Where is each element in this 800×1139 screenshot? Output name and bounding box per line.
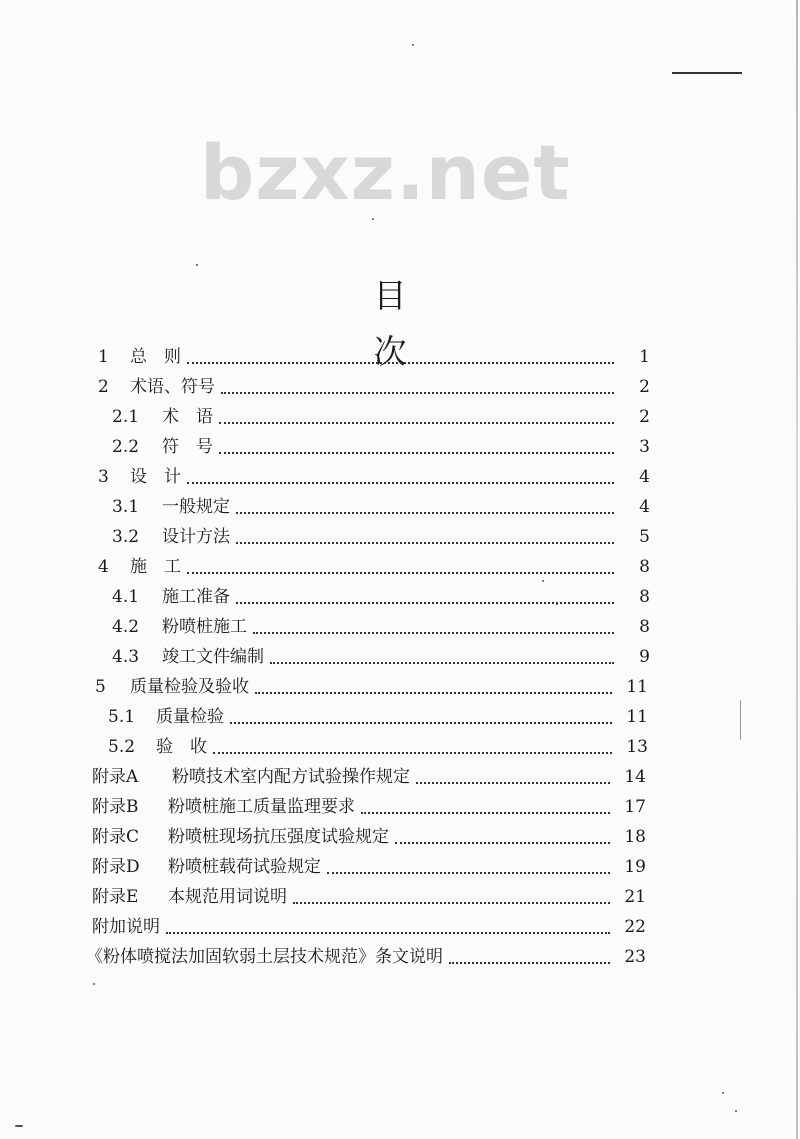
toc-entry <box>0 852 646 882</box>
toc-entry <box>0 792 646 822</box>
leader-dots <box>255 690 612 694</box>
toc-entry-page: 2 <box>639 377 650 397</box>
toc-entry <box>0 372 650 402</box>
toc-entry <box>0 402 650 432</box>
toc-entry-label: 符 号 <box>162 437 213 457</box>
toc-entry-page: 23 <box>624 947 646 967</box>
toc-entry-number: 3.1 <box>112 497 140 517</box>
toc-entry-page: 9 <box>639 647 650 667</box>
toc-entry-page: 8 <box>639 557 650 577</box>
toc-entry-label: 竣工文件编制 <box>162 647 264 667</box>
toc-entry-number: 4.3 <box>112 647 140 667</box>
toc-entry-label: 施 工 <box>130 557 181 577</box>
toc-entry <box>0 582 650 612</box>
toc-entry-page: 13 <box>626 737 648 757</box>
toc-entry-page: 2 <box>639 407 650 427</box>
toc-entry-page: 1 <box>639 347 650 367</box>
toc-entry-number: 附录E <box>92 887 139 907</box>
leader-dots <box>230 720 612 724</box>
watermark: bzxz.net <box>200 128 571 217</box>
leader-dots <box>187 360 614 364</box>
toc-entry-label: 粉喷技术室内配方试验操作规定 <box>172 767 410 787</box>
toc-entry-number: 2.2 <box>112 437 140 457</box>
toc-entry <box>0 552 650 582</box>
toc-entry-number: 附录B <box>92 797 139 817</box>
toc-entry-page: 18 <box>624 827 646 847</box>
toc-entry-label: 《粉体喷搅法加固软弱土层技术规范》条文说明 <box>86 947 443 967</box>
toc-entry-label: 附加说明 <box>92 917 160 937</box>
toc-entry-label: 一般规定 <box>162 497 230 517</box>
leader-dots <box>219 420 614 424</box>
toc-entry-number: 5 <box>95 677 106 697</box>
toc-entry-number: 4.2 <box>112 617 140 637</box>
leader-dots <box>236 540 614 544</box>
toc-entry <box>0 612 650 642</box>
toc-entry <box>0 642 650 672</box>
toc-entry-page: 4 <box>639 467 650 487</box>
toc-entry <box>0 342 650 372</box>
toc-title: 目 次 <box>373 276 445 371</box>
toc-entry <box>0 522 650 552</box>
leader-dots <box>213 750 612 754</box>
toc-entry-label: 术 语 <box>162 407 213 427</box>
toc-entry-page: 8 <box>639 617 650 637</box>
toc-entry-label: 施工准备 <box>162 587 230 607</box>
toc-entry-page: 11 <box>626 677 648 697</box>
toc-entry <box>0 912 646 942</box>
toc-entry-number: 5.1 <box>108 707 136 727</box>
toc-entry-page: 21 <box>624 887 646 907</box>
toc-entry <box>0 432 650 462</box>
toc-entry-number: 2.1 <box>112 407 140 427</box>
leader-dots <box>253 630 614 634</box>
toc-entry-label: 设计方法 <box>162 527 230 547</box>
leader-dots <box>395 840 610 844</box>
leader-dots <box>219 450 614 454</box>
toc-entry <box>0 822 646 852</box>
toc-entry-label: 粉喷桩施工 <box>162 617 247 637</box>
toc-entry-number: 5.2 <box>108 737 136 757</box>
leader-dots <box>361 810 610 814</box>
toc-entry-page: 5 <box>639 527 650 547</box>
toc-entry-label: 粉喷桩施工质量监理要求 <box>168 797 355 817</box>
top-rule <box>672 72 742 74</box>
toc-entry-number: 附录D <box>92 857 140 877</box>
toc-entry <box>0 462 650 492</box>
toc-entry-page: 22 <box>624 917 646 937</box>
toc-entry <box>0 762 646 792</box>
toc-entry-page: 11 <box>626 707 648 727</box>
toc-entry-number: 3 <box>98 467 109 487</box>
leader-dots <box>327 870 610 874</box>
leader-dots <box>270 660 614 664</box>
toc-entry <box>0 732 648 762</box>
leader-dots <box>236 510 614 514</box>
toc-entry-label: 术语、符号 <box>130 377 215 397</box>
toc-entry <box>0 882 646 912</box>
leader-dots <box>416 780 610 784</box>
toc-entry-page: 17 <box>624 797 646 817</box>
leader-dots <box>166 930 610 934</box>
toc-entry-number: 4.1 <box>112 587 140 607</box>
leader-dots <box>187 570 614 574</box>
toc-entry-number: 附录A <box>92 767 139 787</box>
toc-entry-number: 1 <box>98 347 109 367</box>
toc-entry <box>0 702 648 732</box>
toc-entry-label: 本规范用词说明 <box>168 887 287 907</box>
toc-entry-page: 4 <box>639 497 650 517</box>
leader-dots <box>449 960 610 964</box>
toc-entry <box>0 942 646 972</box>
toc-entry-number: 2 <box>98 377 109 397</box>
toc-entry-number: 附录C <box>92 827 140 847</box>
toc-entry-page: 8 <box>639 587 650 607</box>
toc-entry <box>0 492 650 522</box>
toc-entry-label: 粉喷桩载荷试验规定 <box>168 857 321 877</box>
toc-entry <box>0 672 648 702</box>
toc-list <box>0 342 800 972</box>
toc-entry-label: 质量检验及验收 <box>130 677 249 697</box>
toc-entry-number: 4 <box>98 557 109 577</box>
toc-entry-page: 14 <box>624 767 646 787</box>
leader-dots <box>187 480 614 484</box>
toc-entry-label: 设 计 <box>130 467 181 487</box>
toc-entry-page: 3 <box>639 437 650 457</box>
toc-entry-label: 总 则 <box>130 347 181 367</box>
leader-dots <box>236 600 614 604</box>
leader-dots <box>221 390 614 394</box>
toc-entry-number: 3.2 <box>112 527 140 547</box>
toc-entry-label: 粉喷桩现场抗压强度试验规定 <box>168 827 389 847</box>
leader-dots <box>293 900 610 904</box>
toc-entry-label: 验 收 <box>156 737 207 757</box>
toc-entry-page: 19 <box>624 857 646 877</box>
toc-entry-label: 质量检验 <box>156 707 224 727</box>
